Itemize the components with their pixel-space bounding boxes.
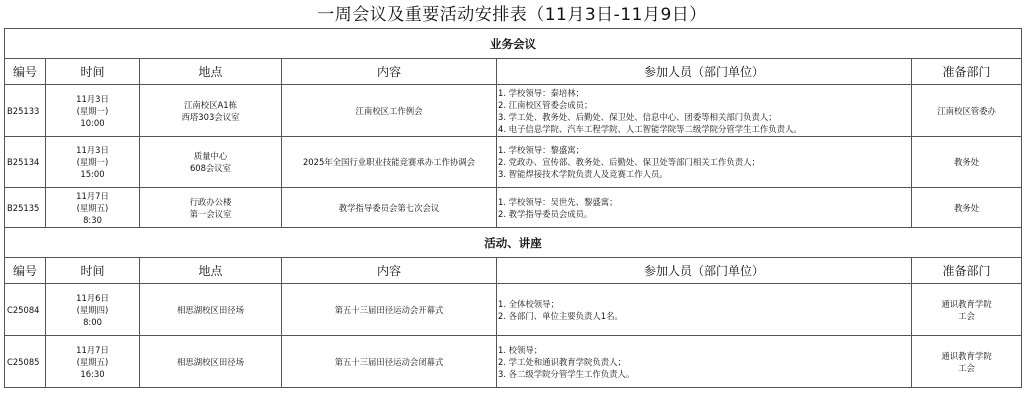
table-row [5, 284, 1022, 336]
column-header-id: 编号 [5, 258, 46, 284]
cell-content: 第五十三届田径运动会开幕式 [282, 284, 497, 336]
cell-time-line: 11月7日 [76, 190, 109, 201]
cell-location-line: 西塔303会议室 [181, 111, 240, 122]
column-header-row [5, 258, 1022, 284]
cell-location-line: 行政办公楼 [189, 196, 232, 207]
column-header-dept: 准备部门 [912, 59, 1022, 85]
table-row [5, 85, 1022, 137]
cell-time [46, 85, 140, 137]
column-header-content: 内容 [282, 258, 497, 284]
column-header-time: 时间 [46, 59, 140, 85]
cell-time [46, 336, 140, 388]
cell-dept-line: 通识教育学院 [941, 350, 992, 361]
cell-participants-line: 2. 江南校区管委会成员； [498, 99, 593, 110]
cell-dept [912, 284, 1022, 336]
cell-time-line: 11月7日 [76, 344, 109, 355]
cell-participants-line: 2. 教学指导委员会成员。 [498, 208, 593, 219]
cell-content: 教学指导委员会第七次会议 [282, 188, 497, 228]
cell-participants [497, 137, 912, 188]
section-heading-row [5, 29, 1022, 59]
cell-id: B25135 [5, 188, 46, 228]
cell-participants-line: 1. 校领导； [498, 344, 543, 355]
cell-time-line: 16:30 [80, 368, 105, 379]
cell-dept [912, 137, 1022, 188]
section-heading: 业务会议 [5, 29, 1022, 59]
page-title: 一周会议及重要活动安排表（11月3日-11月9日） [317, 5, 707, 25]
cell-id: C25084 [5, 284, 46, 336]
cell-participants-line: 2. 党政办、宣传部、教务处、后勤处、保卫处等部门相关工作负责人； [498, 157, 760, 167]
schedule-table [4, 28, 1022, 388]
cell-location-line: 相思湖校区田径场 [177, 356, 244, 367]
cell-dept [912, 85, 1022, 137]
cell-location [140, 336, 282, 388]
cell-location-line: 第一会议室 [189, 208, 232, 219]
cell-time-line: 10:00 [80, 117, 105, 128]
table-row [5, 188, 1022, 228]
column-header-participants: 参加人员（部门单位） [497, 59, 912, 85]
cell-location [140, 85, 282, 137]
table-row [5, 336, 1022, 388]
cell-time-line: (星期五) [76, 356, 109, 367]
cell-dept [912, 336, 1022, 388]
cell-location [140, 188, 282, 228]
cell-participants-line: 4. 电子信息学院、汽车工程学院、人工智能学院等二级学院分管学生工作负责人。 [498, 123, 802, 134]
cell-time-line: (星期四) [76, 304, 109, 315]
cell-id: B25134 [5, 137, 46, 188]
column-header-row [5, 59, 1022, 85]
cell-content: 江南校区工作例会 [282, 85, 497, 137]
column-header-location: 地点 [140, 258, 282, 284]
cell-participants-line: 1. 学校领导：吴世先、黎盛寓； [498, 196, 618, 207]
cell-participants-line: 3. 智能焊接技术学院负责人及竞赛工作人员。 [498, 169, 668, 179]
cell-time-line: 11月3日 [76, 145, 109, 155]
cell-participants [497, 85, 912, 137]
column-header-time: 时间 [46, 258, 140, 284]
column-header-location: 地点 [140, 59, 282, 85]
cell-content: 2025年全国行业职业技能竞赛承办工作协调会 [282, 137, 497, 188]
column-header-participants: 参加人员（部门单位） [497, 258, 912, 284]
cell-participants-line: 2. 学工处和通识教育学院负责人； [498, 356, 626, 367]
cell-dept-line: 教务处 [953, 202, 980, 213]
cell-time-line: 8:00 [83, 316, 102, 327]
table-row [5, 137, 1022, 188]
cell-participants-line: 1. 全体校领导； [498, 298, 559, 309]
schedule-body [5, 29, 1022, 388]
cell-time-line: 11月6日 [76, 292, 109, 303]
cell-id: C25085 [5, 336, 46, 388]
cell-time-line: 8:30 [83, 214, 102, 225]
cell-dept [912, 188, 1022, 228]
cell-location-line: 相思湖校区田径场 [177, 304, 244, 315]
cell-participants [497, 284, 912, 336]
cell-participants [497, 336, 912, 388]
column-header-dept: 准备部门 [912, 258, 1022, 284]
section-heading-row [5, 228, 1022, 258]
cell-id: B25133 [5, 85, 46, 137]
cell-time-line: (星期一) [76, 157, 109, 167]
cell-time-line: (星期五) [76, 202, 109, 213]
cell-location-line: 质量中心 [193, 151, 228, 161]
cell-content: 第五十三届田径运动会闭幕式 [282, 336, 497, 388]
cell-location-line: 608会议室 [189, 163, 232, 173]
column-header-content: 内容 [282, 59, 497, 85]
cell-participants-line: 2. 各部门、单位主要负责人1名。 [498, 310, 623, 321]
cell-time-line: (星期一) [76, 105, 109, 116]
cell-time-line: 11月3日 [76, 93, 109, 104]
cell-time [46, 137, 140, 188]
cell-location [140, 137, 282, 188]
cell-location-line: 江南校区A1栋 [184, 99, 237, 110]
cell-participants-line: 3. 各二级学院分管学生工作负责人。 [498, 368, 635, 379]
cell-dept-line: 工会 [958, 310, 975, 321]
cell-time-line: 15:00 [80, 169, 105, 179]
cell-time [46, 188, 140, 228]
cell-participants [497, 188, 912, 228]
cell-time [46, 284, 140, 336]
cell-dept-line: 江南校区管委办 [937, 105, 996, 116]
cell-participants-line: 1. 学校领导：黎盛寓； [498, 145, 585, 155]
column-header-id: 编号 [5, 59, 46, 85]
section-heading: 活动、讲座 [5, 228, 1022, 258]
cell-dept-line: 通识教育学院 [941, 298, 992, 309]
cell-dept-line: 工会 [958, 362, 975, 373]
cell-location [140, 284, 282, 336]
cell-participants-line: 3. 学工处、教务处、后勤处、保卫处、信息中心、团委等相关部门负责人； [498, 111, 777, 122]
cell-participants-line: 1. 学校领导：秦培林； [498, 87, 585, 98]
cell-dept-line: 教务处 [953, 157, 980, 167]
